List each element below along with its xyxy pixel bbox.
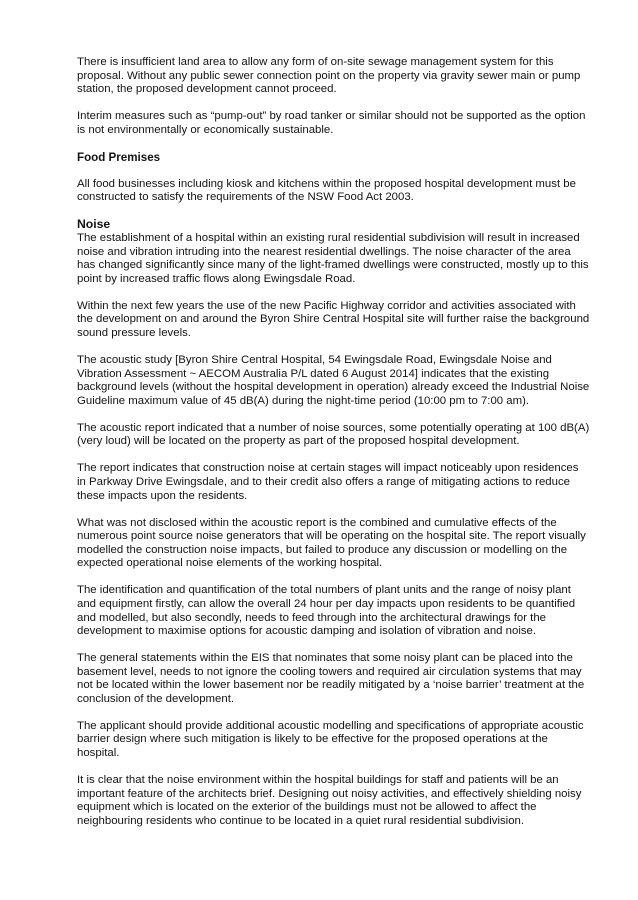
paragraph-noise-sources: The acoustic report indicated that a number of noise sources, some potentially operating at 100 dB(A) (very loud) will be located on the property as part of the proposed hospital development. [77, 421, 590, 448]
paragraph-food-businesses: All food businesses including kiosk and kitchens within the proposed hospital development must be constructed to satisfy the requirements of the NSW Food Act 2003. [77, 177, 576, 204]
paragraph-pacific-highway: Within the next few years the use of the new Pacific Highway corridor and activities associated with the development on and around the Byron Shire Central Hospital site will further raise the background sound pressure levels. [77, 299, 590, 340]
paragraph-pump-out: Interim measures such as “pump-out” by road tanker or similar should not be supported as the option is not environmentally or economically sustainable. [77, 110, 586, 136]
heading-food-premises: Food Premises [77, 150, 161, 164]
paragraph-not-disclosed: What was not disclosed within the acoustic report is the combined and cumulative effects of the numerous point source noise generators that will be operating on the hospital site. The report visually modelled the construction noise impacts, but failed to produce any discussion or modelling on the expected operational noise elements of the working hospital. [77, 516, 586, 570]
paragraph-acoustic-modelling: The applicant should provide additional acoustic modelling and specifications of appropriate acoustic barrier design where such mitigation is likely to be effective for the proposed operations at the hospital. [77, 719, 584, 760]
paragraph-sewage: There is insufficient land area to allow any form of on-site sewage management system for this proposal. Without any public sewer connection point on the property via gravity sewer main or pump station, the proposed development cannot proceed. [77, 56, 581, 96]
paragraph-eis-statements: The general statements within the EIS that nominates that some noisy plant can be placed into the basement level, needs to not ignore the cooling towers and required air circulation systems that may not be located within the lower basement nor be readily mitigated by a ‘noise barrier’ treatment at the conclusion of the development. [77, 652, 585, 705]
paragraph-construction-noise: The report indicates that construction noise at certain stages will impact noticeably upon residences in Parkway Drive Ewingsdale, and to their credit also offers a range of mitigating actions to reduce these impacts upon the residents. [77, 462, 579, 502]
paragraph-noise-establishment: The establishment of a hospital within an existing rural residential subdivision will result in increased noise and vibration intruding into the nearest residential dwellings. The noise character of the area has changed significantly since many of the light-framed dwellings were constructed, mostly up to this point by increased traffic flows along Ewingsdale Road. [77, 232, 589, 285]
paragraph-plant-units: The identification and quantification of the total numbers of plant units and the range of noisy plant and equipment firstly, can allow the overall 24 hour per day impacts upon residents to be quantified and modelled, but also secondly, needs to feed through into the architectural drawings for the development to maximise options for acoustic damping and isolation of vibration and noise. [77, 584, 576, 638]
paragraph-noise-environment: It is clear that the noise environment within the hospital buildings for staff and patients will be an important feature of the architects brief. Designing out noisy activities, and effectively shielding noisy equipment which is located on the exterior of the buildings must not be allowed to affect the neighbouring residents who continue to be located in a quiet rural residential subdivision. [77, 774, 582, 827]
heading-noise: Noise [77, 217, 111, 232]
paragraph-acoustic-study: The acoustic study [Byron Shire Central Hospital, 54 Ewingsdale Road, Ewingsdale Noise and Vibration Assessment ~ AECOM Australia P/L dated 6 August 2014] indicates that the existing background levels (without the hospital development in operation) already exceed the Industrial Noise Guideline maximum value of 45 dB(A) during the night-time period (10:00 pm to 7:00 am). [77, 354, 590, 407]
